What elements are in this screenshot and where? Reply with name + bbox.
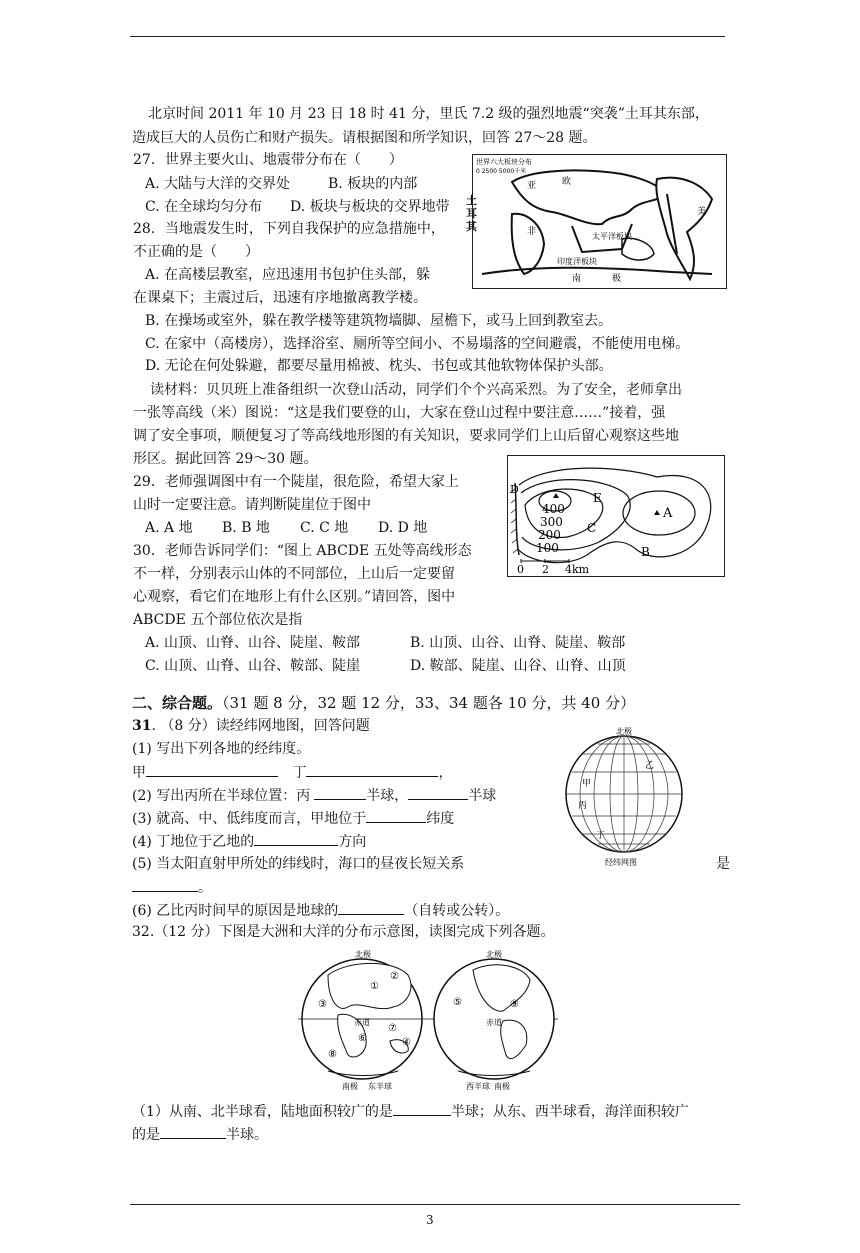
globe-label-jia: 甲 (582, 779, 592, 789)
q31-part4-text-b: 方向 (338, 834, 367, 850)
q31-label-ding: 丁 (292, 765, 307, 781)
west-num-5: ⑤ (453, 997, 462, 1008)
plate-label-ji: 极 (612, 274, 622, 284)
contour-point-d: D (510, 483, 519, 496)
globe-label-ding: 丁 (596, 831, 606, 841)
q31-part3-text: (3) 就高、中、低纬度而言，甲地位于 (132, 811, 367, 827)
section2-title (132, 693, 635, 713)
plate-label-fei: 非 (527, 227, 537, 237)
plate-map-turkey-label: 土耳其 (466, 194, 477, 233)
q30-stem-1: 30．老师告诉同学们：“图上 ABCDE 五处等高线形态 (133, 543, 472, 559)
west-name-label: 西半球 (466, 1082, 490, 1091)
east-equator-label: 赤道 (354, 1018, 370, 1027)
plate-label-indian: 印度洋板块 (557, 257, 597, 266)
contour-map-svg (507, 455, 725, 577)
page-number: 3 (426, 1213, 434, 1227)
q30-stem-2: 不一样，分别表示山体的不同部位，上山后一定要留 (133, 566, 455, 582)
contour-point-b: B (641, 545, 650, 559)
q31-part1-answers (132, 762, 452, 783)
q31-part2 (132, 785, 496, 806)
plate-map (466, 154, 727, 289)
intro-line-1: 北京时间 2011 年 10 月 23 日 18 时 41 分，里氏 7.2 级的强烈地震“突袭”土耳其东部， (148, 106, 709, 122)
q28-stem-2: 不正确的是（ ） (133, 244, 259, 260)
plate-label-nan: 南 (572, 274, 582, 284)
section2-heading: 二、综合题。 (132, 694, 223, 712)
east-num-8: ⑧ (328, 1049, 337, 1060)
plate-label-mei: 美 (697, 207, 707, 217)
q31-p2-blank-1[interactable] (314, 785, 366, 800)
q32-stem: 32.（12 分）下图是大洲和大洋的分布示意图，读图完成下列各题。 (132, 924, 555, 940)
west-south-label: 南极 (494, 1082, 510, 1091)
q31-part2-text-b: 半球， (366, 788, 409, 804)
q29-option-d: D. D 地 (378, 520, 428, 536)
contour-point-a: A (663, 506, 673, 521)
graticule-globe-svg (550, 726, 700, 868)
contour-elev-300: 300 (540, 515, 563, 529)
plate-map-svg (472, 154, 727, 289)
q30-stem-4: ABCDE 五个部位依次是指 (133, 612, 303, 628)
q29-stem-2: 山时一定要注意。请判断陡崖位于图中 (133, 497, 371, 513)
q30-option-a: A. 山顶、山脊、山谷、陡崖、鞍部 (145, 635, 361, 651)
plate-map-title: 世界六大板块分布 (476, 158, 532, 166)
intro-line-2: 造成巨大的人员伤亡和财产损失。请根据图和所学知识，回答 27～28 题。 (132, 130, 597, 146)
contour-elev-200: 200 (538, 528, 561, 542)
q31-part2-text-c: 半球 (468, 788, 497, 804)
q28-option-a-1: A. 在高楼层教室，应迅速用书包护住头部，躲 (145, 267, 431, 283)
plate-map-scale: 0 2500 5000千米 (476, 168, 527, 175)
q28-option-c: C. 在家中（高楼房），选择浴室、厕所等空间小、不易塌落的空间避震，不能使用电梯。 (145, 336, 690, 352)
contour-map (507, 455, 725, 577)
q29-stem-1: 29．老师强调图中有一个陡崖，很危险，希望大家上 (133, 474, 459, 490)
contour-scale-4km: 4km (565, 563, 590, 576)
q32-part1-line1 (132, 1101, 689, 1122)
q31-part5-end: 。 (198, 880, 212, 896)
q32-part1-text-c: 的是 (132, 1127, 160, 1143)
q31-part3-text-b: 纬度 (426, 811, 455, 827)
west-num-9: ⑨ (510, 999, 519, 1010)
east-num-2: ② (390, 971, 399, 982)
q30-option-b: B. 山顶、山谷、山脊、陡崖、鞍部 (410, 635, 626, 651)
east-south-label: 南极 (342, 1082, 358, 1091)
q27-option-c: C. 在全球均匀分布 (145, 199, 263, 215)
hemispheres-map (298, 945, 558, 1093)
east-num-1: ① (370, 981, 379, 992)
q28-option-b: B. 在操场或室外，躲在教学楼等建筑物墙脚、屋檐下，或马上回到教室去。 (145, 313, 613, 329)
q32-p1-blank-1[interactable] (393, 1101, 451, 1116)
reading-line-1: 读材料：贝贝班上准备组织一次登山活动，同学们个个兴高采烈。为了安全，老师拿出 (150, 382, 682, 398)
plate-label-ou: 欧 (562, 177, 572, 187)
q32-part1-text-d: 半球。 (226, 1127, 268, 1143)
reading-line-4: 形区。据此回答 29～30 题。 (133, 451, 318, 467)
q31-p5-blank[interactable] (132, 877, 198, 892)
q31-part5-line2 (132, 877, 212, 898)
contour-scale-2: 2 (542, 563, 549, 576)
q28-stem-1: 28．当地震发生时，下列自我保护的应急措施中， (133, 221, 445, 237)
q31-part4-text: (4) 丁地位于乙地的 (132, 834, 255, 850)
q32-p1-blank-2[interactable] (160, 1124, 226, 1139)
east-num-4: ④ (402, 1037, 411, 1048)
q27-option-d: D. 板块与板块的交界地带 (290, 199, 450, 215)
q31-stem (132, 716, 370, 736)
q31-stem-text: . （8 分）读经纬网地图，回答问题 (151, 718, 370, 734)
q31-ding-blank[interactable] (306, 762, 438, 777)
q31-number: 31 (132, 718, 152, 734)
q31-part5-shi: 是 (716, 856, 730, 872)
globe-label-yi: 乙 (645, 761, 655, 771)
plate-label-pacific: 太平洋板块 (592, 232, 632, 241)
q31-p2-blank-2[interactable] (408, 785, 468, 800)
q28-option-a-2: 在课桌下；主震过后，迅速有序地撤离教学楼。 (133, 290, 427, 306)
q31-label-jia: 甲 (132, 765, 146, 781)
reading-line-3: 调了安全事项，顺便复习了等高线地形图的有关知识，要求同学们上山后留心观察这些地 (133, 428, 679, 444)
q31-p1-end: ， (438, 765, 453, 781)
q29-option-b: B. B 地 (222, 520, 270, 536)
section2-note: （31 题 8 分，32 题 12 分，33、34 题各 10 分，共 40 分） (222, 694, 636, 712)
east-north-label: 北极 (355, 950, 371, 959)
west-north-label: 北极 (486, 950, 502, 959)
footer-rule (130, 1204, 740, 1205)
q31-part2-text: (2) 写出丙所在半球位置：丙 (132, 788, 311, 804)
q27-option-a: A. 大陆与大洋的交界处 (145, 176, 291, 192)
q31-p4-blank[interactable] (254, 831, 338, 846)
hemispheres-svg (298, 945, 558, 1093)
q31-part4 (132, 831, 366, 852)
contour-elev-400: 400 (542, 502, 565, 516)
contour-point-c: C (587, 521, 597, 535)
q31-part1: (1) 写出下列各地的经纬度。 (132, 741, 311, 757)
q27-stem: 27．世界主要火山、地震带分布在（ ） (133, 152, 403, 168)
east-num-7: ⑦ (388, 1023, 397, 1034)
q29-option-c: C. C 地 (300, 520, 349, 536)
q31-part6-text-b: （自转或公转）。 (404, 903, 510, 919)
graticule-globe (550, 726, 700, 868)
east-num-3: ③ (318, 999, 327, 1010)
q30-option-c: C. 山顶、山脊、山谷、鞍部、陡崖 (145, 658, 361, 674)
east-num-6: ⑥ (358, 1033, 367, 1044)
q32-part1-text-b: 半球；从东、西半球看，海洋面积较广 (450, 1104, 689, 1120)
east-name-label: 东半球 (368, 1082, 392, 1091)
q29-option-a: A. A 地 (145, 520, 193, 536)
q30-option-d: D. 鞍部、陡崖、山谷、山脊、山顶 (410, 658, 626, 674)
west-equator-label: 赤道 (486, 1018, 502, 1027)
globe-label-bing: 丙 (578, 801, 588, 811)
q31-part3 (132, 808, 454, 829)
globe-caption: 经纬网图 (605, 858, 637, 867)
q31-part6-text: (6) 乙比丙时间早的原因是地球的 (132, 903, 339, 919)
q28-option-d: D. 无论在何处躲避，都要尽量用棉被、枕头、书包或其他软物体保护头部。 (145, 358, 613, 374)
q32-part1-text-a: （1）从南、北半球看，陆地面积较广的是 (132, 1104, 393, 1120)
q31-p6-blank[interactable] (338, 900, 404, 915)
q31-p3-blank[interactable] (366, 808, 426, 823)
q31-part6 (132, 900, 509, 921)
reading-line-2: 一张等高线（米）图说：“这是我们要登的山，大家在登山过程中要注意……”接着，强 (133, 405, 666, 421)
contour-point-e: E (593, 491, 602, 505)
globe-north-label: 北极 (616, 727, 632, 736)
header-rule (130, 36, 725, 37)
q32-part1-line2 (132, 1124, 268, 1145)
q31-jia-blank[interactable] (146, 762, 278, 777)
plate-label-ya: 亚 (527, 181, 537, 191)
contour-scale-0: 0 (517, 563, 524, 576)
q31-part5: (5) 当太阳直射甲所处的纬线时，海口的昼夜长短关系 (132, 856, 465, 872)
q30-stem-3: 心观察，看它们在地形上有什么区别。”请回答，图中 (133, 589, 456, 605)
contour-elev-100: 100 (536, 541, 559, 555)
q27-option-b: B. 板块的内部 (328, 176, 418, 192)
